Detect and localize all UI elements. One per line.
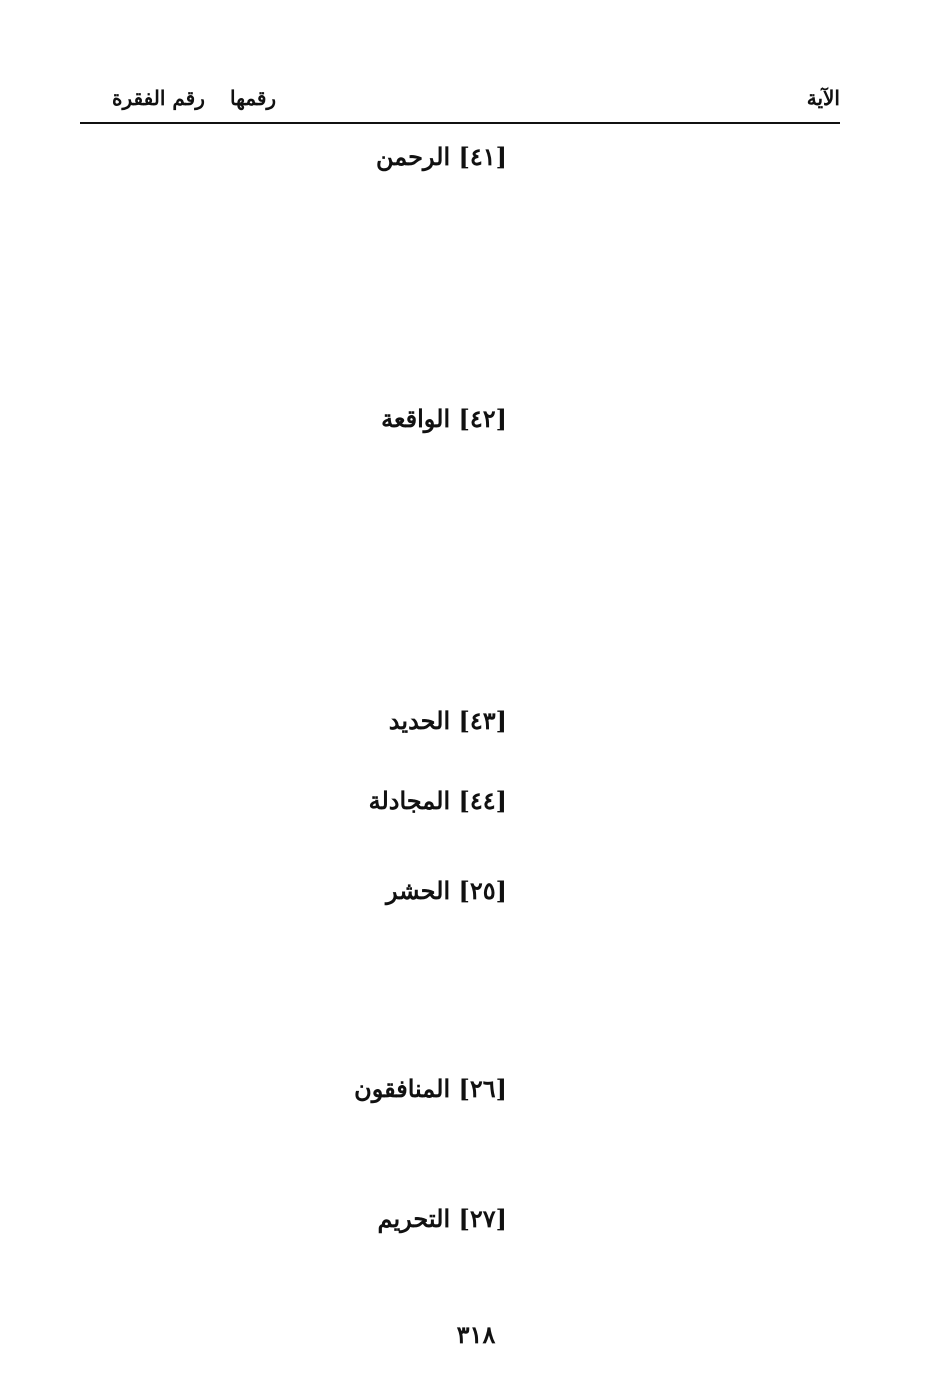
section-title: [٢٦] المنافقون: [354, 1074, 507, 1103]
section-title: [٤١] الرحمن: [375, 142, 507, 171]
section-title: [٢٧] التحريم: [377, 1204, 507, 1233]
section-title: [٤٣] الحديد: [388, 706, 507, 735]
header-ayah: الآية: [806, 86, 840, 110]
header-rule: [80, 122, 840, 124]
header-number: رقمها: [230, 86, 277, 110]
section-title: [٤٢] الواقعة: [381, 404, 507, 433]
header-paragraph: رقم الفقرة: [112, 86, 205, 110]
section-title: [٢٥] الحشر: [386, 876, 507, 905]
page-number: ٣١٨: [456, 1320, 496, 1349]
section-title: [٤٤] المجادلة: [368, 786, 507, 815]
